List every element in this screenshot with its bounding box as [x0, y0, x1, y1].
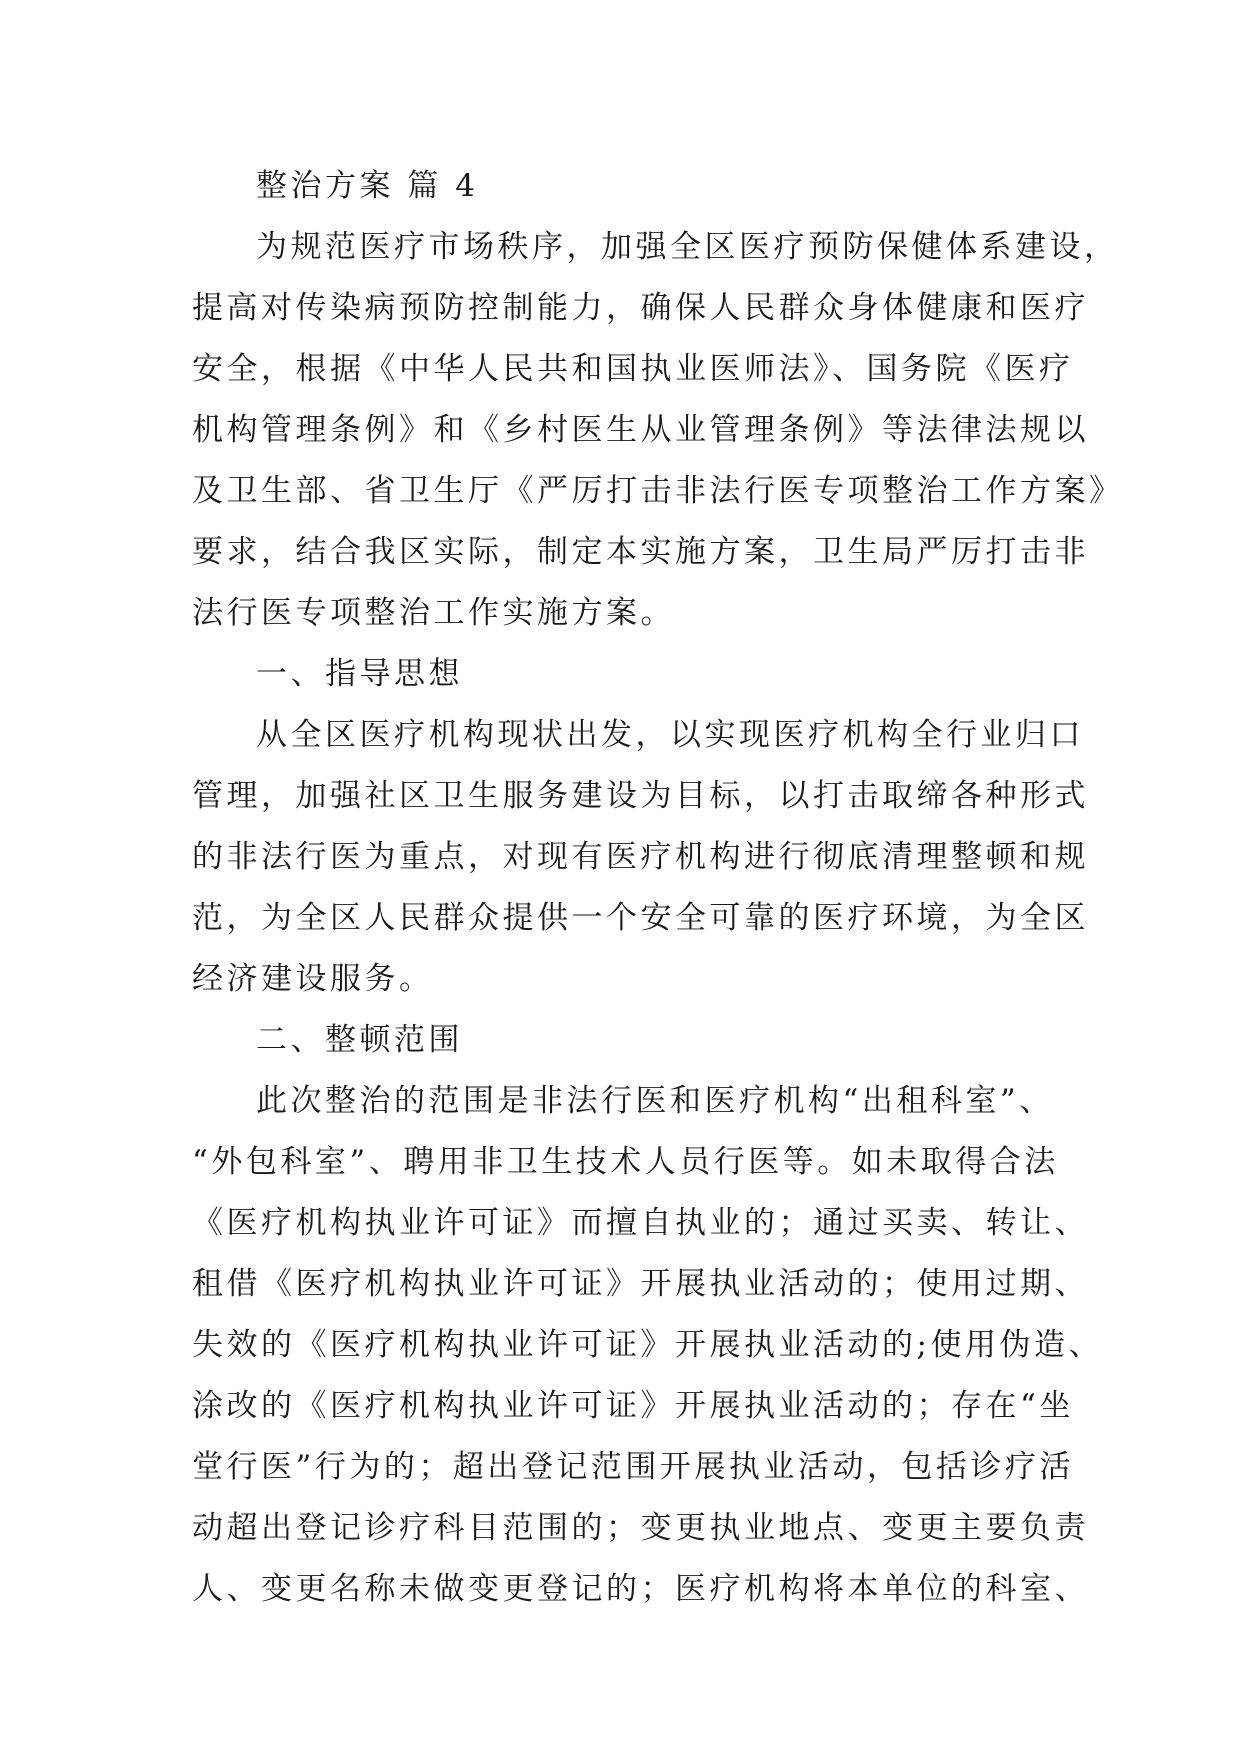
paragraph-line: 失效的《医疗机构执业许可证》开展执业活动的;使用伪造、 — [192, 1327, 1103, 1363]
subsection-heading: 二、整顿范围 — [256, 1022, 463, 1058]
section-heading: 整治方案 篇 4 — [256, 168, 479, 204]
paragraph-line: 及卫生部、省卫生厅《严厉打击非法行医专项整治工作方案》 — [192, 473, 1124, 509]
paragraph-line: 要求，结合我区实际，制定本实施方案，卫生局严厉打击非 — [192, 534, 1089, 570]
paragraph-line: 法行医专项整治工作实施方案。 — [192, 595, 675, 631]
paragraph-line: 动超出登记诊疗科目范围的；变更执业地点、变更主要负责 — [192, 1510, 1089, 1546]
paragraph-line: 堂行医”行为的；超出登记范围开展执业活动，包括诊疗活 — [192, 1449, 1074, 1485]
paragraph-line: 经济建设服务。 — [192, 961, 434, 997]
paragraph-line: 租借《医疗机构执业许可证》开展执业活动的；使用过期、 — [192, 1266, 1089, 1302]
paragraph-line: “外包科室”、聘用非卫生技术人员行医等。如未取得合法 — [192, 1144, 1059, 1180]
paragraph-line: 为规范医疗市场秩序，加强全区医疗预防保健体系建设， — [256, 229, 1119, 265]
paragraph-line: 人、变更名称未做变更登记的；医疗机构将本单位的科室、 — [192, 1571, 1089, 1607]
paragraph-line: 的非法行医为重点，对现有医疗机构进行彻底清理整顿和规 — [192, 839, 1089, 875]
paragraph-line: 管理，加强社区卫生服务建设为目标，以打击取缔各种形式 — [192, 778, 1089, 814]
paragraph-line: 提高对传染病预防控制能力，确保人民群众身体健康和医疗 — [192, 290, 1089, 326]
subsection-heading: 一、指导思想 — [256, 656, 463, 692]
paragraph-line: 此次整治的范围是非法行医和医疗机构“出租科室”、 — [256, 1083, 1054, 1119]
paragraph-line: 范，为全区人民群众提供一个安全可靠的医疗环境，为全区 — [192, 900, 1089, 936]
paragraph-line: 《医疗机构执业许可证》而擅自执业的；通过买卖、转让、 — [192, 1205, 1089, 1241]
paragraph-line: 涂改的《医疗机构执业许可证》开展执业活动的；存在“坐 — [192, 1388, 1074, 1424]
paragraph-line: 安全，根据《中华人民共和国执业医师法》、国务院《医疗 — [192, 351, 1074, 387]
paragraph-line: 从全区医疗机构现状出发，以实现医疗机构全行业归口 — [256, 717, 1084, 753]
paragraph-line: 机构管理条例》和《乡村医生从业管理条例》等法律法规以 — [192, 412, 1089, 448]
